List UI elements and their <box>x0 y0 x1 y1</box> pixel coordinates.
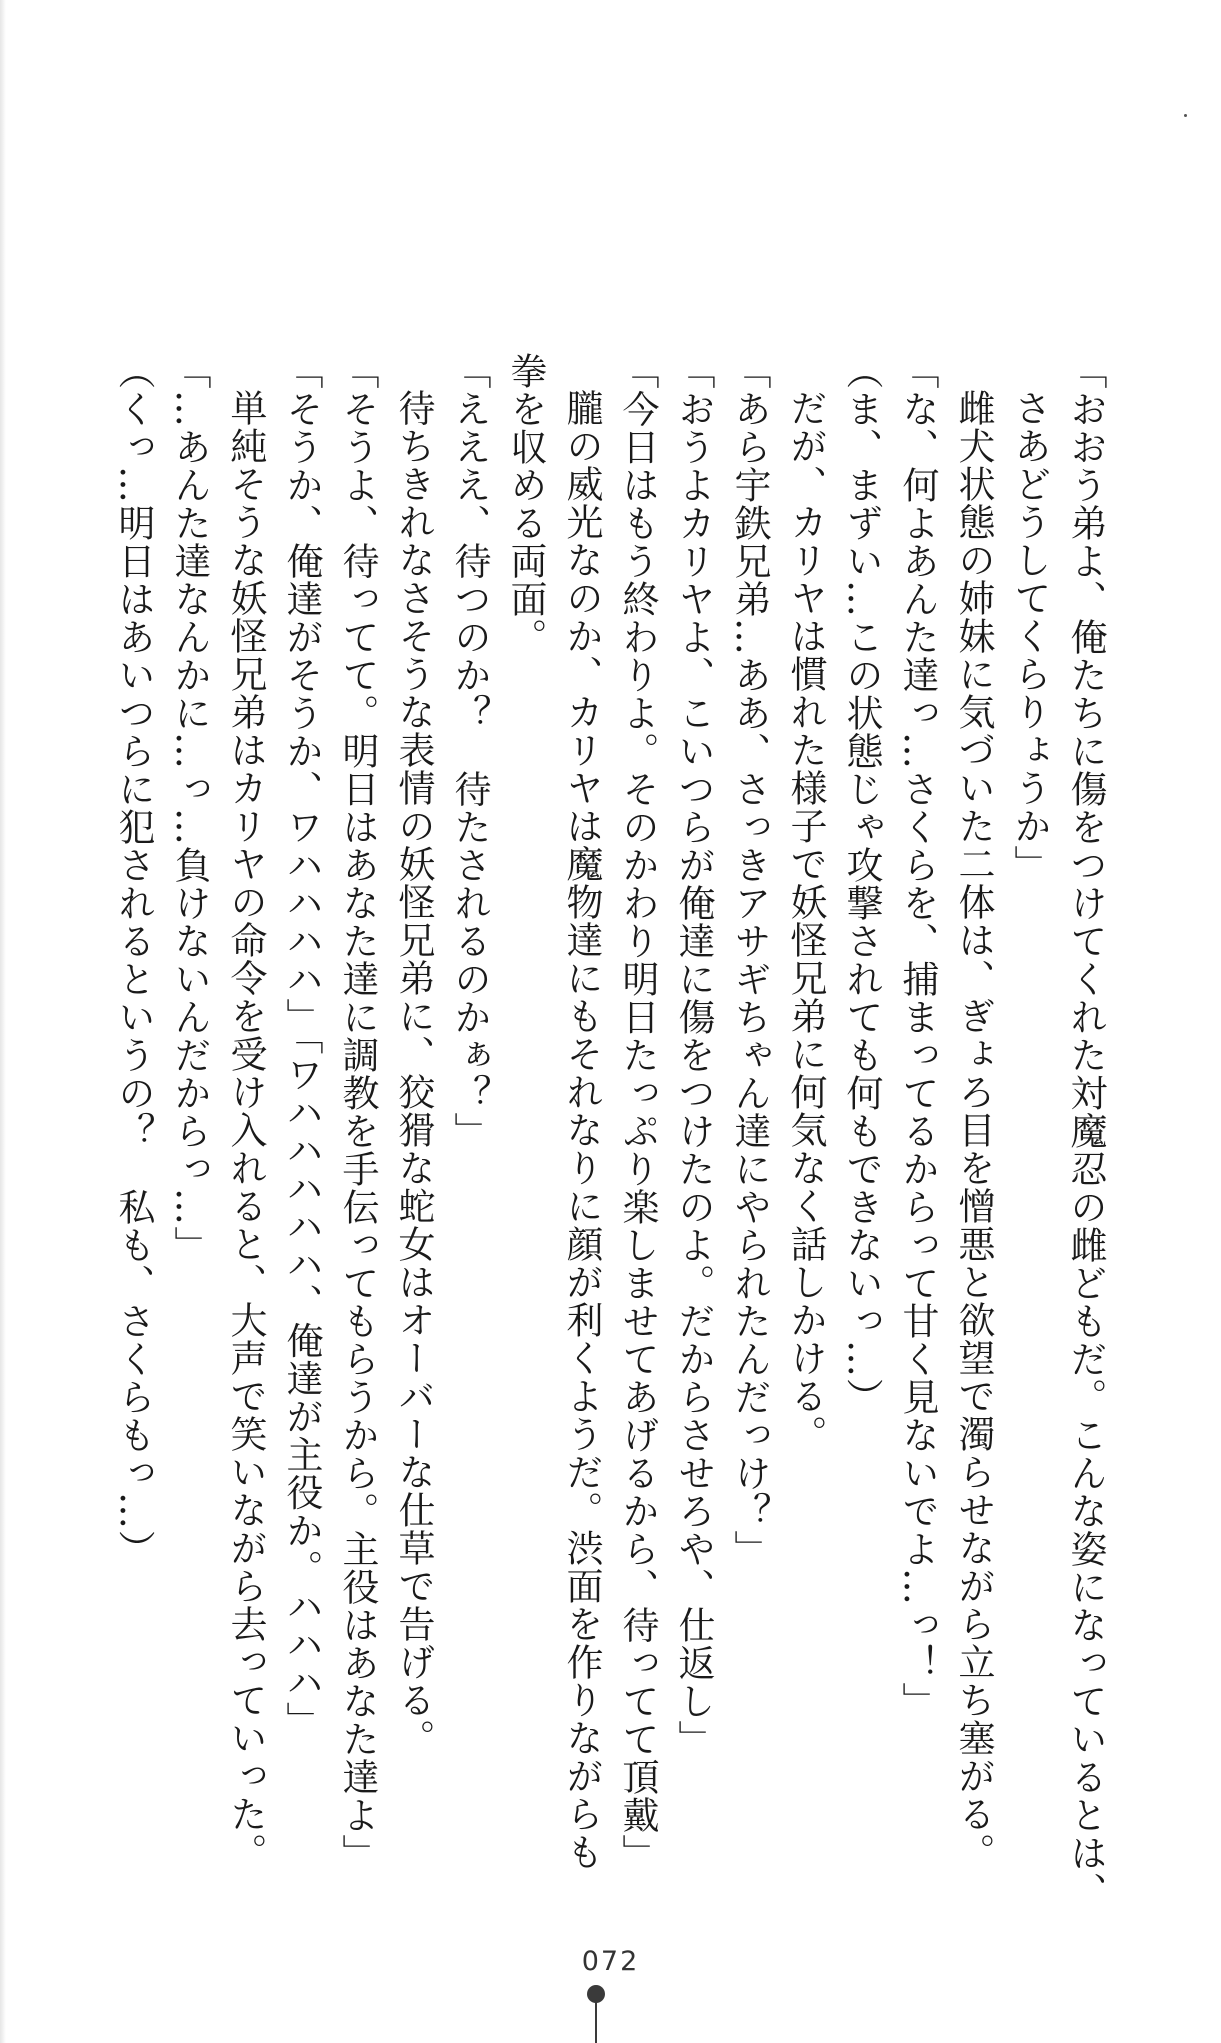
vertical-text-body <box>105 352 1113 1910</box>
text-line: 「な、何よあんた達っ…さくらを、捕まってるからって甘く見ないでよ…っ！」 <box>896 352 939 1720</box>
page-edge-shadow <box>0 0 6 2043</box>
text-line: 「おおう弟よ、俺たちに傷をつけてくれた対魔忍の雌どもだ。こんな姿になっているとは、 <box>1064 352 1107 1910</box>
text-line: 「…あんた達なんかに…っ…負けないんだからっ…」 <box>168 352 211 1264</box>
text-line: 「おうよカリヤよ、こいつらが俺達に傷をつけたのよ。だからさせろや、仕返し」 <box>672 352 715 1758</box>
text-line: 「そうか、俺達がそうか、ワハハハハ」「ワハハハハハ、俺達が主役か。ハハハ」 <box>280 352 323 1740</box>
scan-speck <box>1184 114 1187 117</box>
text-line: 拳を収める両面。 <box>504 352 547 656</box>
text-line: さあどうしてくらりょうか」 <box>1008 389 1051 883</box>
text-line: 「あら宇鉄兄弟…ああ、さっきアサギちゃん達にやられたんだっけ？」 <box>728 352 771 1568</box>
text-line: 待ちきれなさそうな表情の妖怪兄弟に、狡猾な蛇女はオーバーな仕草で告げる。 <box>392 389 435 1757</box>
page-number: 072 <box>581 1946 640 1977</box>
text-line: 単純そうな妖怪兄弟はカリヤの命令を受け入れると、大声で笑いながら去っていった。 <box>224 389 267 1871</box>
text-line: （くっ…明日はあいつらに犯されるというの？ 私も、さくらもっ…） <box>112 352 155 1568</box>
marker-stem <box>595 1999 597 2043</box>
text-line: 「今日はもう終わりよ。そのかわり明日たっぷり楽しませてあげるから、待ってて頂戴」 <box>616 352 659 1872</box>
text-line: （ま、まずい…この状態じゃ攻撃されても何もできないっ…） <box>840 352 883 1416</box>
text-line: だが、カリヤは慣れた様子で妖怪兄弟に何気なく話しかける。 <box>784 389 827 1453</box>
text-line: 「そうよ、待ってて。明日はあなた達に調教を手伝ってもらうから。主役はあなた達よ」 <box>336 352 379 1872</box>
page-marker-icon <box>587 1985 605 2043</box>
text-line: 朧の威光なのか、カリヤは魔物達にもそれなりに顔が利くようだ。渋面を作りながらも <box>560 389 603 1871</box>
text-line: 雌犬状態の姉妹に気づいた二体は、ぎょろ目を憎悪と欲望で濁らせながら立ち塞がる。 <box>952 389 995 1871</box>
text-line: 「えええ、待つのか？ 待たされるのかぁ？」 <box>448 352 491 1150</box>
